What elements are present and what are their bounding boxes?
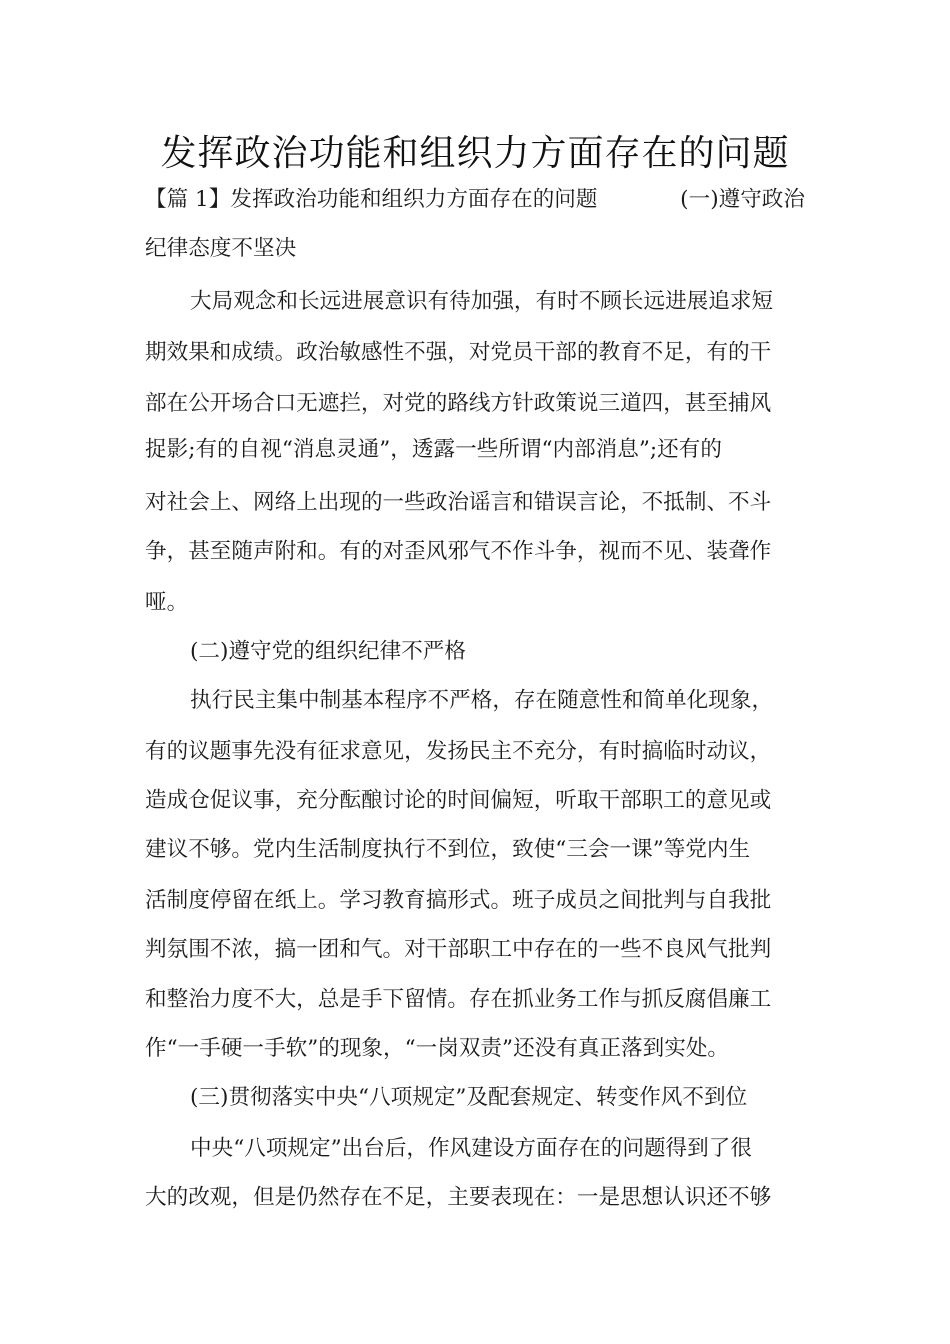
- chapter-heading: 【篇 1】发挥政治功能和组织力方面存在的问题: [145, 187, 598, 212]
- paragraph-first-line: 大局观念和长远进展意识有待加强，有时不顾长远进展追求短: [190, 289, 774, 314]
- body-line: 对社会上、网络上出现的一些政治谣言和错误言论，不抵制、不斗: [145, 490, 772, 515]
- body-line: 建议不够。党内生活制度执行不到位，致使“三会一课”等党内生: [145, 837, 751, 862]
- document-title: 发挥政治功能和组织力方面存在的问题: [160, 133, 790, 174]
- body-line: 作“一手硬一手软”的现象，“一岗双责”还没有真正落到实处。: [145, 1036, 730, 1061]
- body-line: 哑。: [145, 590, 189, 615]
- body-line: 判氛围不浓，搞一团和气。对干部职工中存在的一些不良风气批判: [145, 937, 772, 962]
- paragraph-first-line: 中央“八项规定”出台后，作风建设方面存在的问题得到了很: [190, 1136, 752, 1161]
- body-line: 部在公开场合口无遮拦，对党的路线方针政策说三道四，甚至捕风: [145, 391, 772, 416]
- paragraph-first-line: 执行民主集中制基本程序不严格，存在随意性和简单化现象，: [190, 688, 774, 713]
- section-header-line: [145, 185, 805, 215]
- body-line: 捉影;有的自视“消息灵通”，透露一些所谓“内部消息”;还有的: [145, 437, 722, 462]
- body-line: 纪律态度不坚决: [145, 236, 297, 261]
- body-line: 有的议题事先没有征求意见，发扬民主不充分，有时搞临时动议，: [145, 739, 772, 764]
- body-line: 争，甚至随声附和。有的对歪风邪气不作斗争，视而不见、装聋作: [145, 539, 772, 564]
- body-line: 活制度停留在纸上。学习教育搞形式。班子成员之间批判与自我批: [145, 888, 772, 913]
- subsection-heading-3: (三)贯彻落实中央“八项规定”及配套规定、转变作风不到位: [190, 1085, 748, 1110]
- subsection-heading-2: (二)遵守党的组织纪律不严格: [190, 639, 466, 664]
- body-line: 造成仓促议事，充分酝酿讨论的时间偏短，听取干部职工的意见或: [145, 788, 772, 813]
- body-line: 大的改观，但是仍然存在不足，主要表现在：一是思想认识还不够: [145, 1185, 772, 1210]
- body-line: 和整治力度不大，总是手下留情。存在抓业务工作与抓反腐倡廉工: [145, 987, 772, 1012]
- subsection-heading-1: (一)遵守政治: [680, 187, 805, 212]
- body-line: 期效果和成绩。政治敏感性不强，对党员干部的教育不足，有的干: [145, 340, 772, 365]
